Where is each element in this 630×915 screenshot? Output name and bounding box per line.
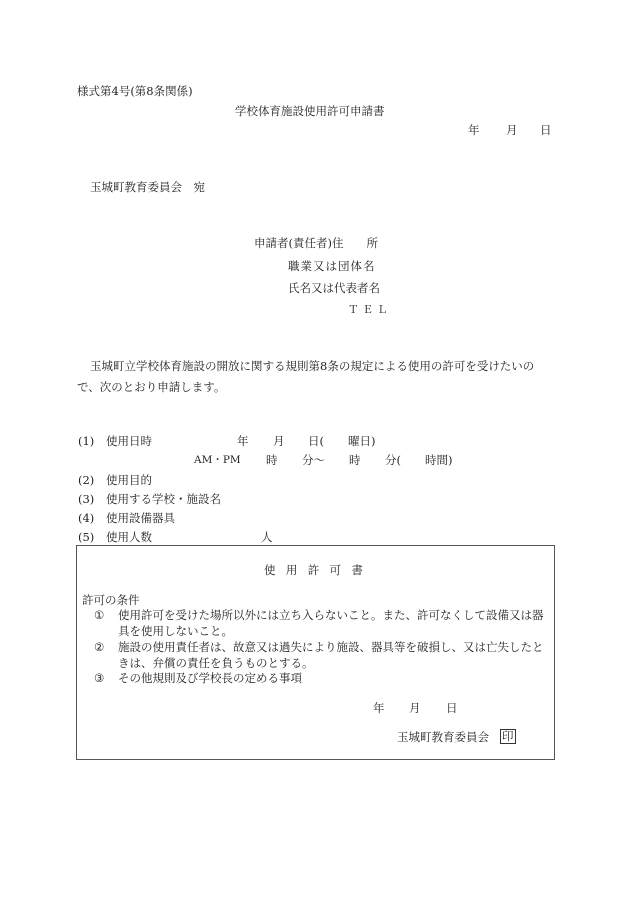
condition-2-line1: 施設の使用責任者は、故意又は過失により施設、器具等を破損し、又は亡失したと [118, 640, 544, 654]
usage-time-end-hour: 時 [349, 453, 361, 467]
applicant-address-label: 申請者(責任者)住 所 [254, 236, 378, 250]
item-5-label: 使用人数 [106, 530, 152, 544]
usage-time-ampm: AM・PM [194, 454, 241, 466]
item-5-unit: 人 [261, 530, 273, 544]
permit-issuer: 玉城町教育委員会 [397, 730, 489, 744]
condition-1-line2: 具を使用しないこと。 [118, 624, 233, 638]
condition-3-mark: ③ [94, 671, 105, 685]
usage-time-start-hour: 時 [266, 453, 278, 467]
permit-date-day: 日 [446, 701, 458, 715]
item-3-number: (3) [78, 492, 95, 506]
application-date-year: 年 [468, 123, 480, 137]
item-1-label: 使用日時 [106, 434, 152, 448]
application-date-month: 月 [506, 123, 518, 137]
condition-2-mark: ② [94, 640, 105, 654]
item-1-number: (1) [78, 434, 95, 448]
item-2-number: (2) [78, 473, 95, 487]
permit-date-year: 年 [373, 701, 385, 715]
item-5-number: (5) [78, 530, 95, 544]
body-text-line1: 玉城町立学校体育施設の開放に関する規則第8条の規定による使用の許可を受けたいの [90, 359, 535, 373]
item-4-label: 使用設備器具 [106, 511, 175, 525]
condition-3-line1: その他規則及び学校長の定める事項 [118, 671, 302, 685]
usage-date-day: 日( [308, 434, 324, 448]
usage-time-hours: 時間) [425, 453, 453, 467]
usage-date-year: 年 [237, 434, 249, 448]
item-3-label: 使用する学校・施設名 [106, 492, 221, 506]
applicant-occupation-label: 職業又は団体名 [288, 259, 376, 273]
addressee: 玉城町教育委員会 宛 [90, 180, 205, 194]
permit-conditions-heading: 許可の条件 [82, 593, 140, 607]
item-4-number: (4) [78, 511, 95, 525]
item-2-label: 使用目的 [106, 473, 152, 487]
document-title: 学校体育施設使用許可申請書 [235, 104, 385, 118]
body-text-line2: で、次のとおり申請します。 [77, 380, 226, 394]
application-date-day: 日 [540, 123, 552, 137]
condition-2-line2: きは、弁償の責任を負うものとする。 [118, 656, 314, 670]
permit-date-month: 月 [409, 701, 421, 715]
usage-date-weekday: 曜日) [348, 434, 376, 448]
condition-1-line1: 使用許可を受けた場所以外には立ち入らないこと。また、許可なくして設備又は器 [118, 608, 544, 622]
usage-time-end-minute: 分( [385, 453, 401, 467]
seal-mark: 印 [502, 729, 514, 743]
usage-time-start-minute: 分～ [302, 453, 325, 467]
usage-date-month: 月 [273, 434, 285, 448]
condition-1-mark: ① [94, 608, 105, 622]
form-number: 様式第4号(第8条関係) [77, 84, 193, 98]
official-seal-icon [500, 729, 516, 744]
applicant-name-label: 氏名又は代表者名 [288, 281, 380, 295]
applicant-tel-label: ＴＥＬ [348, 304, 392, 316]
permit-title: 使用許可書 [264, 563, 374, 577]
